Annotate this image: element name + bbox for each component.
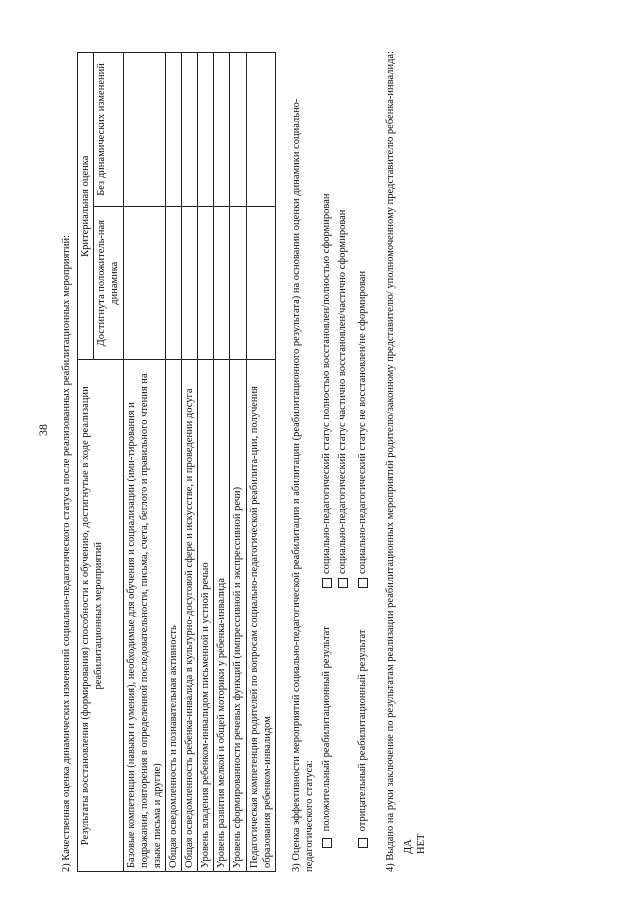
table-cell-no-change[interactable] [246, 53, 275, 207]
table-cell-positive[interactable] [230, 206, 246, 360]
negative-result-checkbox[interactable] [358, 838, 368, 848]
table-cell-positive[interactable] [198, 206, 214, 360]
status-not-restored-label: социально-педагогический статус не восстановлен/не сформирован [357, 270, 369, 574]
table-row [214, 53, 230, 872]
table-row [182, 53, 198, 872]
table-cell-positive[interactable] [182, 206, 198, 360]
positive-result-label: положительный реабилитационный результат [321, 626, 332, 832]
table-header-positive: Достигнута положитель-ная динамика [94, 206, 123, 360]
section-3-title: 3) Оценка эффективности мероприятий социально-педагогической реабилитации и абилитации (реабилитационного результата) на основании оценки динамики социально-педагогического статуса: [290, 98, 315, 872]
positive-result-row [320, 32, 352, 872]
table-row-label: Уровень сформированности речевых функций (импрессивной и экспрессивной речи) [230, 360, 246, 872]
table-cell-positive[interactable] [214, 206, 230, 360]
status-partially-restored-label: социально-педагогический статус частично восстановлен/частично сформирован [337, 209, 349, 574]
table-cell-no-change[interactable] [198, 53, 214, 207]
table-cell-positive[interactable] [246, 206, 275, 360]
status-fully-restored-checkbox[interactable] [322, 578, 332, 588]
table-row-label: Общая осведомленность и познавательная активность [165, 360, 181, 872]
negative-result-row [356, 32, 372, 872]
table-row [165, 53, 181, 872]
positive-result-checkbox[interactable] [322, 838, 332, 848]
table-cell-positive[interactable] [123, 206, 165, 360]
status-fully-restored-label: социально-педагогический статус полностью восстановлен/полностью сформирован [321, 193, 332, 574]
table-row [230, 53, 246, 872]
table-cell-no-change[interactable] [214, 53, 230, 207]
table-row-label: Уровень развития мелкой и общей моторики у ребенка-инвалида [214, 360, 230, 872]
section-4-title: 4) Выдано на руки заключение по результатам реализации реабилитационных мероприятий родителю/законному представителю/ уполномоченному представителю ребенка-инвалида: [385, 50, 397, 872]
table-header-group: Критериальная оценка [78, 53, 94, 361]
table-row-label: Педагогическая компетенция родителей по вопросам социально-педагогической реабилита-ции, получения образования ребенком-инвалидом [246, 360, 275, 872]
page-number: 38 [36, 424, 50, 436]
answer-no[interactable]: НЕТ [415, 833, 427, 854]
negative-result-label: отрицательный реабилитационный результат [357, 629, 369, 832]
table-cell-no-change[interactable] [165, 53, 181, 207]
table-row [198, 53, 214, 872]
table-header-no-change: Без динамических изменений [94, 53, 123, 207]
table-row [123, 53, 165, 872]
table-row-label: Базовые компетенции (навыки и умения), необходимые для обучения и социализации (ими-тирования и подражания, повторения в определенной последовательности, письма, счета, беглого и правильного чтения на языке письма и другие) [123, 360, 165, 872]
table-cell-no-change[interactable] [182, 53, 198, 207]
table-cell-no-change[interactable] [230, 53, 246, 207]
table-row [246, 53, 275, 872]
status-partially-restored-checkbox[interactable] [338, 578, 348, 588]
table-row-label: Общая осведомленность ребенка-инвалида в культурно-досуговой сфере и искусстве, и проведении досуга [182, 360, 198, 872]
table-header-main: Результаты восстановления (формирования) способности к обучению, достигнутые в ходе реализации реабилитационных мероприятий [78, 360, 123, 872]
table-row-label: Уровень владения ребенком-инвалидом письменной и устной речью [198, 360, 214, 872]
evaluation-table [77, 52, 276, 872]
section-2-title: 2) Качественная оценка динамических изменений социально-педагогического статуса после реализованных реабилитационных мероприятий: [61, 234, 72, 872]
rotated-document-body [60, 32, 620, 872]
table-cell-positive[interactable] [165, 206, 181, 360]
table-cell-no-change[interactable] [123, 53, 165, 207]
answer-yes[interactable]: ДА [402, 839, 414, 854]
status-not-restored-checkbox[interactable] [358, 578, 368, 588]
